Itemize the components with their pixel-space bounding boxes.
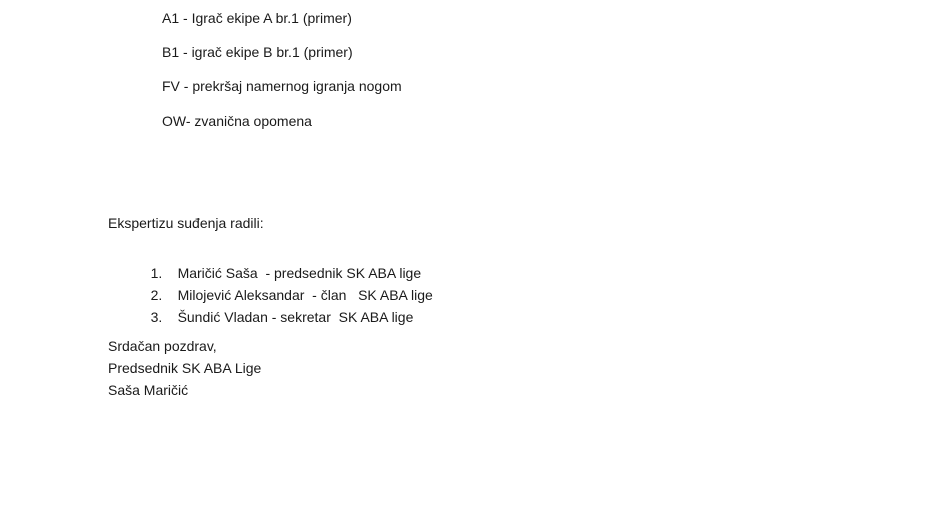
member-text: Šundić Vladan - sekretar SK ABA lige	[177, 309, 414, 325]
list-number: 3.	[150, 309, 163, 325]
closing-role: Predsednik SK ABA Lige	[108, 360, 262, 376]
legend-line-b1: B1 - igrač ekipe B br.1 (primer)	[162, 44, 353, 60]
closing-greeting: Srdačan pozdrav,	[108, 338, 217, 354]
list-number: 2.	[150, 287, 163, 303]
list-number: 1.	[150, 265, 163, 281]
member-text: Maričić Saša - predsednik SK ABA lige	[177, 265, 422, 281]
legend-line-fv: FV - prekršaj namernog igranja nogom	[162, 78, 402, 94]
legend-line-ow: OW- zvanična opomena	[162, 113, 312, 129]
closing-name: Saša Maričić	[108, 382, 189, 398]
expertise-member-3	[135, 293, 413, 341]
expertise-intro: Ekspertizu suđenja radili:	[108, 215, 264, 231]
legend-line-a1: A1 - Igrač ekipe A br.1 (primer)	[162, 10, 352, 26]
member-text: Milojević Aleksandar - član SK ABA lige	[177, 287, 433, 303]
